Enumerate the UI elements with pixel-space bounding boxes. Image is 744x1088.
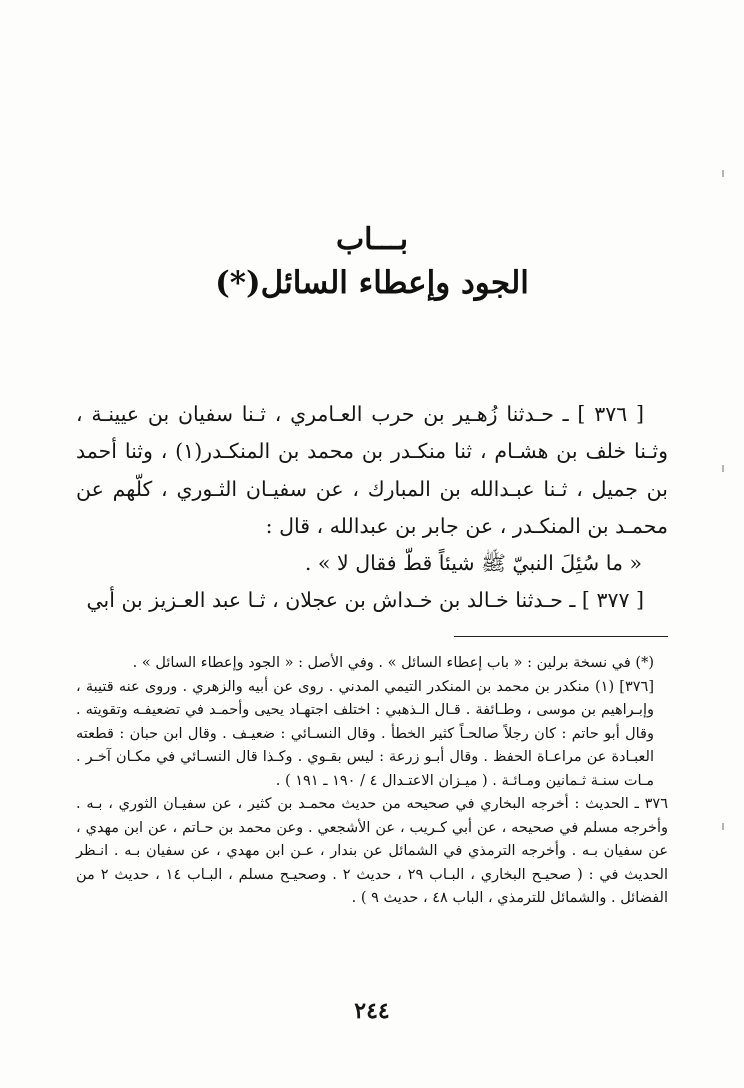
hadith-quote: « ما سُئِلَ النبيّ ﷺ شيئاً قطّ فقال لا » . bbox=[304, 551, 642, 576]
footnote-takhrij: ٣٧٦ ـ الحديث : أخرجه البخاري في صحيحه من حديث محمـد بن كثير ، عن سفيـان الثوري ، بـه . وأخرجه مسلم في صحيحه ، عن أبي كـريب ، عن الأشجعي . وعن محمد بن حـاتم ، عن ابن مهدي ، عن سفيان بـه . وأخرجه الترمذي في الشمائل عن بندار ، عـن ابن مهدي ، عن سفيان بـه . انـظر الحديث في : ( صحيـح البخاري ، البـاب ٢٩ ، حديث ٢ . وصحيـح مسلم ، البـاب ١٤ ، حديث ٢ من الفضائل . والشمائل للترمذي ، الباب ٤٨ ، حديث ٩ ) . bbox=[76, 796, 668, 906]
margin-speck bbox=[722, 823, 724, 830]
footnote-asterisk: (*) في نسخة برلين : « باب إعطاء السائل » . وفي الأصل : « الجود وإعطاء السائل » . bbox=[132, 655, 654, 671]
footnote-narrator: [٣٧٦] (١) منكدر بن محمد بن المنكدر التيمي المدني . روى عن أبيه والزهري . وروى عنه قتيبة ، وإبـراهيم بن موسى ، وطـائفة . قـال الـذهبي : اختلف اجتهـاد يحيى وأحمـد في تضعيفـه وتقويته . وقال أبو حاتم : كان رجلاً صالحـاً كثير الخطأ . وقال النسـائي : ضعيـف . وقال ابن حبان : قطعته العبـادة عن مراعـاة الحفظ . وقال أبـو زرعة : ليس بقـوي . وكـذا قال النسـائي في مكـان آخـر . مـات سنـة ثـمانين ومـائـة . ( ميـزان الاعتـدال ٤ / ١٩٠ ـ ١٩١ ) . bbox=[76, 678, 654, 789]
footnote-divider bbox=[454, 636, 668, 637]
chapter-label: بـــاب bbox=[335, 222, 409, 257]
chapter-title: الجود وإعطاء السائل(*) bbox=[215, 265, 529, 301]
margin-speck bbox=[722, 170, 724, 177]
hadith-377: [ ٣٧٧ ] ـ حـدثنا خـالد بن خـداش بن عجلان ، ثـا عبد العـزيز بن أبي bbox=[86, 588, 644, 613]
footnotes bbox=[76, 652, 668, 911]
hadith-376: [ ٣٧٦ ] ـ حـدثنا زُهـير بن حرب العـامري ، ثـنا سفيان بن عيينـة ، وثـنا خلف بن هشـام ، ثنا منكـدر بن محمد بن المنكـدر(١) ، وثنا أحمد بن جميل ، ثـنا عبـدالله بن المبارك ، عن سفيـان الثـوري ، كلّهم عن محمـد بن المنكـدر ، عن جابر بن عبدالله ، قال : bbox=[76, 402, 669, 538]
main-text bbox=[76, 396, 668, 620]
margin-speck bbox=[722, 465, 724, 472]
page-number: ٢٤٤ bbox=[354, 998, 390, 1024]
